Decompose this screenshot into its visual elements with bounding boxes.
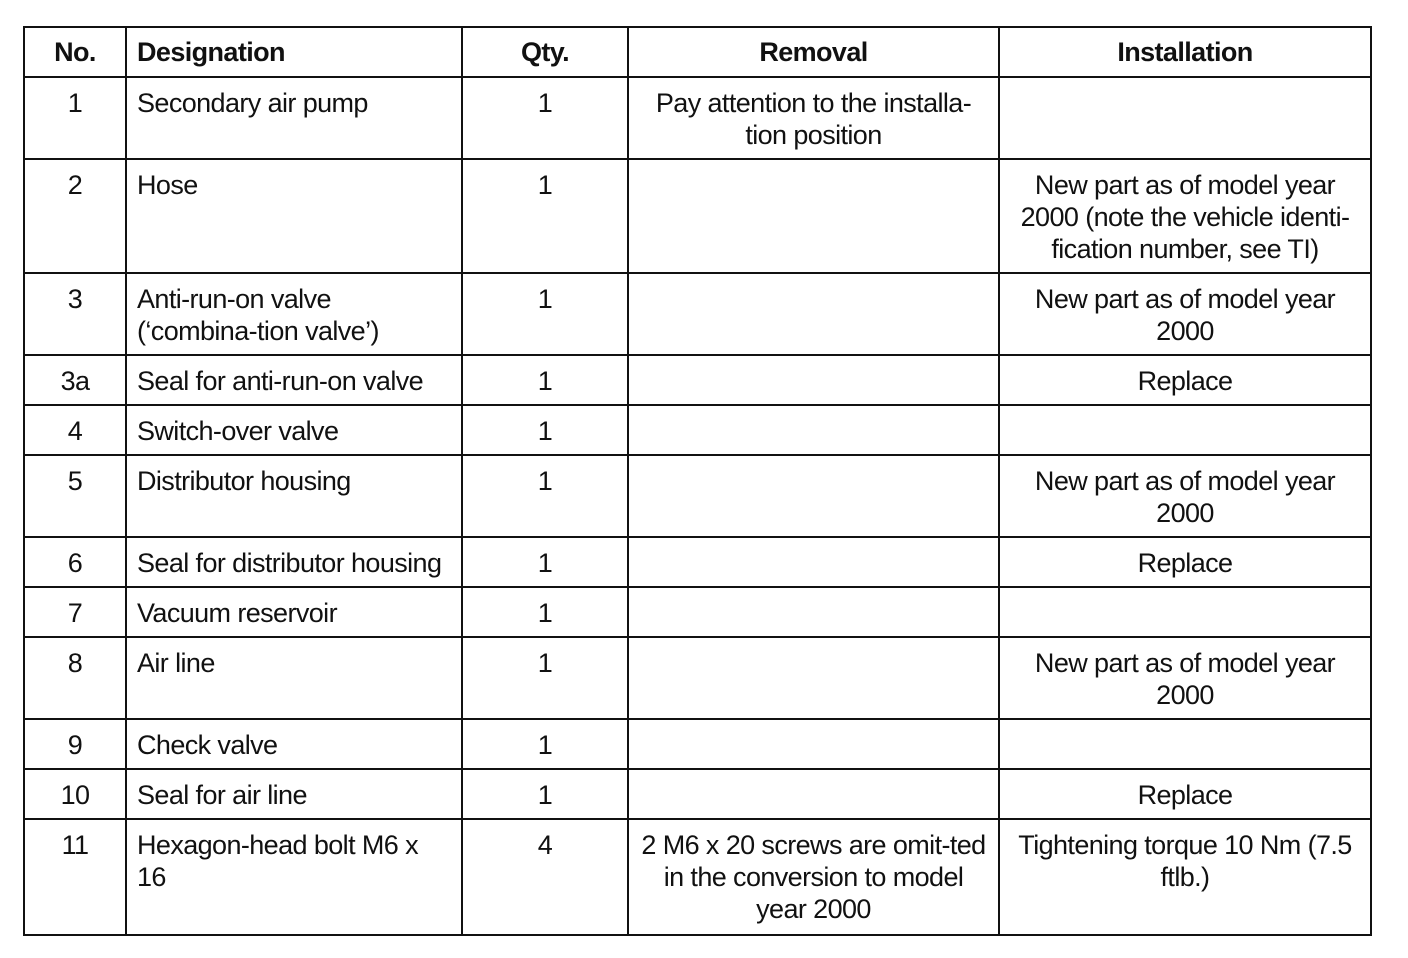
- cell-installation: New part as of model year 2000 (note the vehicle identi-fication number, see TI): [999, 159, 1371, 273]
- cell-no: 9: [24, 719, 126, 769]
- cell-removal: [628, 769, 999, 819]
- cell-qty: 1: [462, 405, 628, 455]
- table-row: [24, 159, 1371, 273]
- cell-installation: [999, 719, 1371, 769]
- cell-installation: [999, 77, 1371, 159]
- cell-removal: [628, 273, 999, 355]
- cell-qty: 1: [462, 637, 628, 719]
- cell-designation: Anti-run-on valve (‘combina-tion valve’): [126, 273, 462, 355]
- cell-designation: Vacuum reservoir: [126, 587, 462, 637]
- cell-designation: Seal for distributor housing: [126, 537, 462, 587]
- cell-designation: Distributor housing: [126, 455, 462, 537]
- table-row: [24, 819, 1371, 935]
- cell-removal: [628, 719, 999, 769]
- cell-removal: [628, 537, 999, 587]
- table-row: [24, 719, 1371, 769]
- table-row: [24, 455, 1371, 537]
- cell-no: 11: [24, 819, 126, 935]
- cell-qty: 1: [462, 537, 628, 587]
- table-row: [24, 637, 1371, 719]
- cell-removal: [628, 637, 999, 719]
- cell-designation: Seal for anti-run-on valve: [126, 355, 462, 405]
- table-row: [24, 769, 1371, 819]
- table-row: [24, 77, 1371, 159]
- header-no: No.: [24, 27, 126, 77]
- cell-designation: Check valve: [126, 719, 462, 769]
- cell-qty: 4: [462, 819, 628, 935]
- cell-removal: [628, 455, 999, 537]
- cell-qty: 1: [462, 455, 628, 537]
- table-header-row: [24, 27, 1371, 77]
- cell-no: 2: [24, 159, 126, 273]
- table-row: [24, 587, 1371, 637]
- cell-qty: 1: [462, 719, 628, 769]
- cell-installation: New part as of model year 2000: [999, 637, 1371, 719]
- cell-installation: [999, 405, 1371, 455]
- cell-no: 3: [24, 273, 126, 355]
- table-row: [24, 273, 1371, 355]
- cell-no: 8: [24, 637, 126, 719]
- cell-removal: 2 M6 x 20 screws are omit-ted in the conversion to model year 2000: [628, 819, 999, 935]
- cell-qty: 1: [462, 587, 628, 637]
- cell-no: 1: [24, 77, 126, 159]
- cell-no: 4: [24, 405, 126, 455]
- cell-removal: [628, 405, 999, 455]
- cell-no: 10: [24, 769, 126, 819]
- cell-qty: 1: [462, 159, 628, 273]
- header-installation: Installation: [999, 27, 1371, 77]
- header-designation: Designation: [126, 27, 462, 77]
- cell-installation: New part as of model year 2000: [999, 273, 1371, 355]
- cell-qty: 1: [462, 273, 628, 355]
- cell-designation: Seal for air line: [126, 769, 462, 819]
- parts-table: [23, 26, 1372, 936]
- cell-removal: [628, 159, 999, 273]
- cell-removal: [628, 355, 999, 405]
- cell-qty: 1: [462, 769, 628, 819]
- cell-no: 7: [24, 587, 126, 637]
- cell-removal: Pay attention to the installa-tion position: [628, 77, 999, 159]
- cell-no: 3a: [24, 355, 126, 405]
- cell-designation: Air line: [126, 637, 462, 719]
- cell-qty: 1: [462, 77, 628, 159]
- cell-installation: Replace: [999, 355, 1371, 405]
- table-row: [24, 405, 1371, 455]
- header-qty: Qty.: [462, 27, 628, 77]
- cell-designation: Switch-over valve: [126, 405, 462, 455]
- cell-designation: Hose: [126, 159, 462, 273]
- cell-installation: Replace: [999, 769, 1371, 819]
- cell-designation: Secondary air pump: [126, 77, 462, 159]
- table-row: [24, 355, 1371, 405]
- table-row: [24, 537, 1371, 587]
- cell-removal: [628, 587, 999, 637]
- cell-no: 5: [24, 455, 126, 537]
- cell-installation: [999, 587, 1371, 637]
- header-removal: Removal: [628, 27, 999, 77]
- cell-installation: Tightening torque 10 Nm (7.5 ftlb.): [999, 819, 1371, 935]
- cell-installation: Replace: [999, 537, 1371, 587]
- cell-no: 6: [24, 537, 126, 587]
- cell-designation: Hexagon-head bolt M6 x 16: [126, 819, 462, 935]
- cell-installation: New part as of model year 2000: [999, 455, 1371, 537]
- cell-qty: 1: [462, 355, 628, 405]
